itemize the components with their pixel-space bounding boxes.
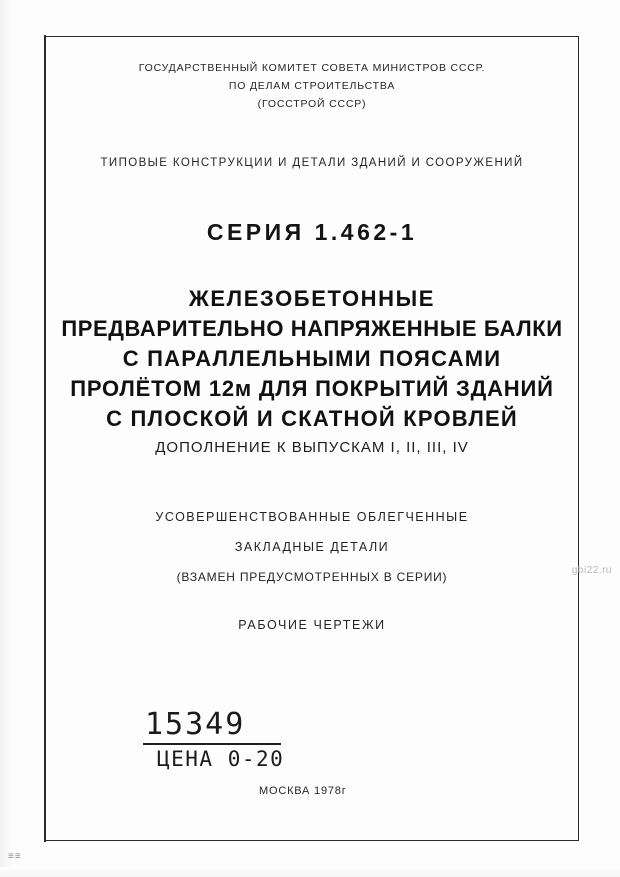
stamp-divider [143, 743, 281, 745]
stamp-city-year: МОСКВА 1978г [259, 784, 347, 797]
scan-corner-mark: ≡≡ [8, 851, 22, 862]
improved-line-3: (ВЗАМЕН ПРЕДУСМОТРЕННЫХ В СЕРИИ) [176, 570, 448, 584]
title-sheet-content [46, 37, 578, 632]
scan-edge-bottom [0, 867, 620, 877]
issuing-organization [46, 59, 578, 113]
title-sheet-frame [45, 36, 579, 841]
main-title-line-2: ПРЕДВАРИТЕЛЬНО НАПРЯЖЕННЫЕ БАЛКИ [61, 316, 563, 341]
subject-line: ТИПОВЫЕ КОНСТРУКЦИИ И ДЕТАЛИ ЗДАНИЙ И СООРУЖЕНИЙ [100, 157, 524, 169]
series-number: СЕРИЯ 1.462-1 [206, 219, 418, 245]
improved-parts-block [46, 502, 578, 592]
improved-line-1: УСОВЕРШЕНСТВОВАННЫЕ ОБЛЕГЧЕННЫЕ [155, 510, 469, 524]
supplement-note: ДОПОЛНЕНИЕ К ВЫПУСКАМ I, II, III, IV [155, 439, 469, 456]
organization-line-1: ГОСУДАРСТВЕННЫЙ КОМИТЕТ СОВЕТА МИНИСТРОВ СССР. [138, 62, 486, 74]
main-title-line-4: ПРОЛЁТОМ 12м ДЛЯ ПОКРЫТИЙ ЗДАНИЙ [70, 376, 554, 401]
main-title-line-1: ЖЕЛЕЗОБЕТОННЫЕ [188, 286, 436, 311]
drawings-label: РАБОЧИЕ ЧЕРТЕЖИ [238, 618, 386, 632]
main-title [46, 284, 578, 434]
improved-line-2: ЗАКЛАДНЫЕ ДЕТАЛИ [234, 540, 390, 554]
organization-line-2: ПО ДЕЛАМ СТРОИТЕЛЬСТВА [228, 80, 396, 92]
main-title-line-5: С ПЛОСКОЙ И СКАТНОЙ КРОВЛЕЙ [106, 406, 518, 431]
stamp-price: ЦЕНА 0-20 [157, 746, 285, 771]
watermark: gbi22.ru [571, 565, 612, 576]
main-title-line-3: С ПАРАЛЛЕЛЬНЫМИ ПОЯСАМИ [122, 346, 502, 371]
organization-line-3: (ГОССТРОЙ СССР) [257, 98, 367, 110]
stamp-number: 15349 [145, 707, 246, 742]
scan-edge-left [0, 0, 14, 877]
bottom-stamp [141, 709, 391, 797]
